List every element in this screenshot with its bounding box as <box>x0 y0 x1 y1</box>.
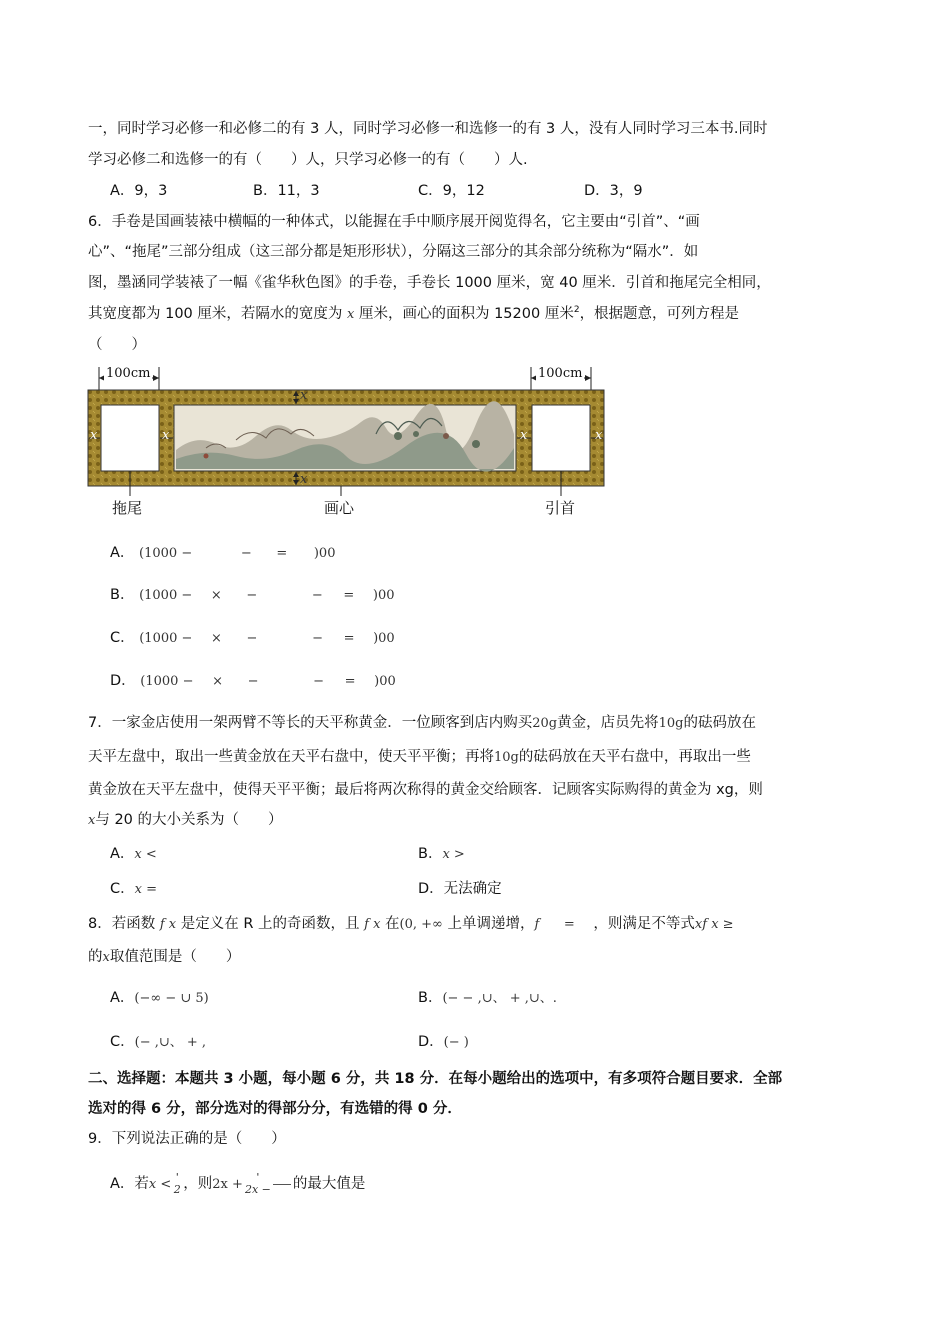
q6-line5: （ ） <box>88 337 146 353</box>
label-tail: 拖尾 <box>112 499 143 517</box>
q6-sup: 2 <box>573 305 580 316</box>
option-letter: B． <box>418 846 443 862</box>
option-math: x > <box>442 847 465 862</box>
x-mark-center-left: x <box>162 428 170 443</box>
option-expr: (1000 − <box>139 631 193 646</box>
q5-option-c: C．9，12 <box>418 183 485 199</box>
q7-option-c <box>110 877 157 898</box>
q6-line4-part-b: 厘米，画心的面积为 15200 厘米 <box>358 306 574 322</box>
q7-text: 与 20 的大小关系为（ ） <box>95 812 283 828</box>
q7-text: 天平左盘中，取出一些黄金放在天平右盘中，使天平平衡；再将 <box>88 749 494 765</box>
section2-line2: 选对的得 6 分，部分选对的得部分分，有选错的得 0 分． <box>88 1101 462 1117</box>
option-letter: A． <box>110 990 135 1006</box>
option-math: x = <box>134 882 157 897</box>
option-letter: A．若 <box>110 1176 149 1192</box>
option-piece: )00 <box>374 674 396 689</box>
option-piece: )00 <box>373 631 395 646</box>
q7-line2 <box>88 745 751 766</box>
q8-text: 上单调递增， <box>447 916 535 932</box>
option-letter: B． <box>110 587 135 603</box>
q8-text: ，则满足不等式 <box>593 916 695 932</box>
option-piece: = <box>343 588 355 603</box>
q8-var-x: x <box>102 950 110 965</box>
q7-math: 20g <box>532 716 558 731</box>
q6-line3: 图，墨涵同学装裱了一幅《雀华秋色图》的手卷，手卷长 1000 厘米，宽 40 厘米．引首和拖尾完全相同， <box>88 275 771 291</box>
q7-option-a <box>110 842 157 863</box>
x-mark-center-right: x <box>520 428 528 443</box>
x-mark-top: x <box>300 388 308 403</box>
q7-text: 7．一家金店使用一架两臂不等长的天平称黄金．一位顾客到店内购买 <box>88 715 533 731</box>
q7-math: 10g <box>494 750 519 765</box>
dim-label-right: 100cm <box>538 366 583 381</box>
option-piece: − <box>247 674 259 689</box>
q8-option-b <box>418 986 557 1007</box>
q8-option-d <box>418 1030 469 1051</box>
x-mark-right: x <box>595 428 603 443</box>
x-mark-left: x <box>90 428 98 443</box>
q6-line4-part-a: 其宽度都为 100 厘米，若隔水的宽度为 <box>88 306 343 322</box>
q9-stem: 9．下列说法正确的是（ ） <box>88 1131 286 1147</box>
q8-option-c <box>110 1030 206 1051</box>
option-math: (− ) <box>443 1035 469 1050</box>
option-piece: − <box>313 674 325 689</box>
option-math: (−∞ − ∪ 5) <box>134 991 209 1006</box>
q8-text: 是定义在 R 上的奇函数，且 <box>180 916 360 932</box>
q5-line2: 学习必修二和选修一的有（ ）人，只学习必修一的有（ ）人. <box>88 152 528 168</box>
q5-line1: 一，同时学习必修一和必修二的有 3 人，同时学习必修一和选修一的有 3 人，没有人同时学习三本书.同时 <box>88 121 768 137</box>
q8-math: = <box>563 917 575 932</box>
q6-option-d <box>110 669 396 690</box>
option-math: (− − ,∪、 + ,∪、. <box>442 991 557 1006</box>
label-head: 引首 <box>545 499 576 517</box>
q6-option-b <box>110 583 395 604</box>
option-piece: − <box>312 631 323 646</box>
dim-label-left: 100cm <box>106 366 151 381</box>
q8-line1 <box>88 912 734 933</box>
option-expr: (1000 − <box>140 674 194 689</box>
option-text: ，则 <box>183 1176 213 1192</box>
label-center: 画心 <box>324 499 355 517</box>
option-piece: − <box>240 546 252 561</box>
q5-option-d: D．3，9 <box>584 183 643 199</box>
option-expr: (1000 − <box>139 546 193 561</box>
q7-text: 的砝码放在天平右盘中，再取出一些 <box>518 749 751 765</box>
option-letter: C． <box>110 1034 135 1050</box>
option-piece: )00 <box>372 588 395 603</box>
option-letter: A． <box>110 545 135 561</box>
fraction-num: ' <box>256 1172 260 1183</box>
q8-option-a <box>110 986 209 1007</box>
q6-option-a <box>110 541 335 562</box>
q7-option-d: D．无法确定 <box>418 881 502 897</box>
q6-line4-part-c: ，根据题意，可列方程是 <box>579 306 740 322</box>
x-mark-bottom: x <box>300 472 308 487</box>
q6-var-x: x <box>347 307 355 322</box>
option-math: x < <box>134 847 157 862</box>
option-math: x < <box>148 1177 172 1192</box>
option-text: 的最大值是 <box>292 1176 366 1192</box>
q8-text: 取值范围是（ ） <box>109 949 241 965</box>
option-piece: = <box>344 674 356 689</box>
option-piece: − <box>311 588 323 603</box>
q5-option-b: B．11，3 <box>253 183 320 199</box>
option-piece: = <box>276 546 288 561</box>
option-piece: − <box>246 631 258 646</box>
q5-option-a: A．9，3 <box>110 183 168 199</box>
q8-text: 8．若函数 <box>88 916 156 932</box>
fraction-num: ' <box>175 1172 179 1183</box>
option-letter: D． <box>418 1034 444 1050</box>
option-piece: )00 <box>313 546 336 561</box>
option-letter: A． <box>110 846 135 862</box>
fraction-den: 2x − <box>244 1183 271 1196</box>
fraction-den: 2 <box>173 1183 181 1196</box>
option-expr: (1000 − <box>139 588 193 603</box>
q7-line4 <box>88 808 283 829</box>
q8-line2 <box>88 945 240 966</box>
option-letter: C． <box>110 881 135 897</box>
option-piece: × <box>211 631 222 646</box>
q6-option-c <box>110 626 395 647</box>
fraction-bar <box>273 1184 291 1185</box>
q8-math: xf x ≥ <box>694 917 734 932</box>
option-piece: × <box>212 674 223 689</box>
q8-math: f x <box>159 917 177 932</box>
q6-line2: 心”、“拖尾”三部分组成（这三部分都是矩形形状），分隔这三部分的其余部分统称为“隔水”．如 <box>88 244 699 260</box>
q7-math: 10g <box>658 716 684 731</box>
fraction <box>243 1172 273 1196</box>
q8-text: 的 <box>88 949 103 965</box>
option-math: (− ,∪、 + , <box>134 1035 207 1050</box>
fraction <box>171 1172 183 1196</box>
q8-math: (0, +∞ <box>399 917 443 932</box>
q6-line1: 6．手卷是国画装裱中横幅的一种体式，以能握在手中顺序展开阅览得名，它主要由“引首”、“画 <box>88 214 700 230</box>
q9-option-a <box>110 1172 365 1196</box>
option-piece: = <box>343 631 355 646</box>
option-letter: B． <box>418 990 443 1006</box>
q8-math: f <box>534 917 540 932</box>
q7-text: 的砝码放在 <box>683 715 756 731</box>
q7-line1 <box>88 711 756 732</box>
option-piece: × <box>210 588 222 603</box>
q7-line3: 黄金放在天平左盘中，使得天平平衡；最后将两次称得的黄金交给顾客．记顾客实际购得的黄金为 xg，则 <box>88 782 763 798</box>
option-letter: C． <box>110 630 135 646</box>
option-letter: D． <box>110 673 136 689</box>
q7-text: 黄金，店员先将 <box>557 715 659 731</box>
q8-math: f x <box>364 917 381 932</box>
q8-text: 在 <box>385 916 400 932</box>
section2-line1: 二、选择题：本题共 3 小题，每小题 6 分，共 18 分．在每小题给出的选项中，有多项符合题目要求．全部 <box>88 1071 783 1087</box>
q6-line4 <box>88 302 739 323</box>
option-piece: − <box>246 588 258 603</box>
q7-option-b <box>418 842 465 863</box>
q7-var-x: x <box>88 813 96 828</box>
option-math: 2x + <box>212 1177 243 1192</box>
